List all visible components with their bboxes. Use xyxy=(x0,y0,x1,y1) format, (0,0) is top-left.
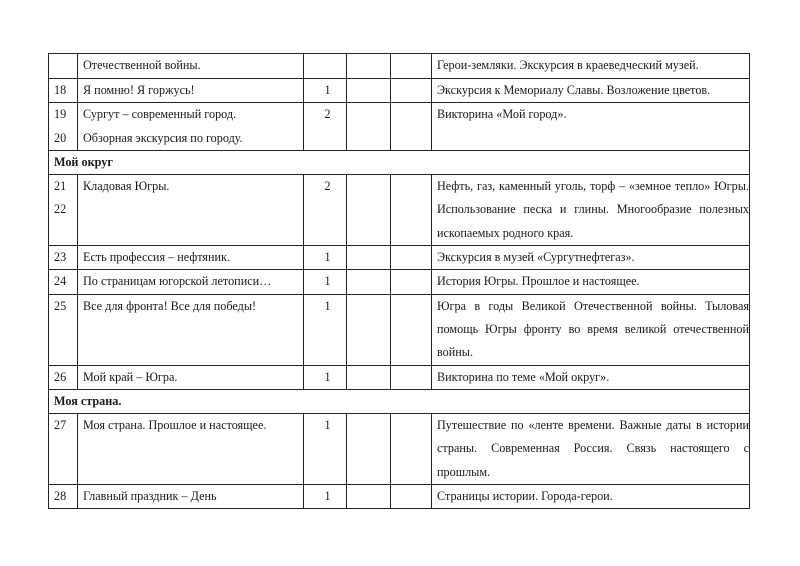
hours-cell: 1 xyxy=(304,79,347,103)
empty-cell xyxy=(391,54,432,79)
topic-cell xyxy=(78,485,304,509)
description-cell: Экскурсия к Мемориалу Славы. Возложение цветов. xyxy=(432,79,750,103)
empty-cell xyxy=(391,365,432,389)
lesson-number-cell xyxy=(49,414,78,485)
topic-text: Мой край – Югра. xyxy=(83,369,178,384)
empty-cell xyxy=(347,246,391,270)
table-row xyxy=(49,103,750,151)
empty-cell xyxy=(347,54,391,79)
description-cell: Путешествие по «ленте времени. Важные даты в истории страны. Современная Россия. Связь настоящего с прошлым. xyxy=(432,414,750,485)
description-cell: Герои-земляки. Экскурсия в краеведческий музей. xyxy=(432,54,750,79)
table-row xyxy=(49,365,750,389)
topic-text: Сургут – современный город. xyxy=(83,107,237,122)
description-cell: Викторина по теме «Мой округ». xyxy=(432,365,750,389)
lesson-number: 25 xyxy=(54,298,67,313)
empty-cell xyxy=(347,79,391,103)
topic-cell xyxy=(78,294,304,365)
empty-cell xyxy=(347,485,391,509)
topic-cell xyxy=(78,246,304,270)
lesson-number: 21 xyxy=(54,179,67,194)
table-row xyxy=(49,175,750,246)
description-cell: Югра в годы Великой Отечественной войны. Тыловая помощь Югры фронту во время великой отечественной войны. xyxy=(432,294,750,365)
empty-cell xyxy=(391,246,432,270)
topic-text: Я помню! Я горжусь! xyxy=(83,83,195,97)
table-row xyxy=(49,414,750,485)
empty-cell xyxy=(391,485,432,509)
empty-cell xyxy=(347,414,391,485)
lesson-number: 20 xyxy=(54,130,67,145)
lesson-number: 24 xyxy=(54,274,67,289)
table-row xyxy=(49,246,750,270)
empty-cell xyxy=(347,175,391,246)
section-header-row xyxy=(49,389,750,413)
hours-cell: 2 xyxy=(304,103,347,151)
lesson-number-cell xyxy=(49,79,78,103)
lesson-number-cell xyxy=(49,294,78,365)
description-cell: Нефть, газ, каменный уголь, торф – «земное тепло» Югры. Использование песка и глины. Многообразие полезных ископаемых родного края. xyxy=(432,175,750,246)
topic-text: Обзорная экскурсия по городу. xyxy=(83,130,243,145)
lesson-number: 28 xyxy=(54,489,67,504)
table-row xyxy=(49,79,750,103)
description-cell: Страницы истории. Города-герои. xyxy=(432,485,750,509)
topic-cell xyxy=(78,79,304,103)
topic-text: Кладовая Югры. xyxy=(83,179,170,194)
topic-cell xyxy=(78,414,304,485)
topic-cell xyxy=(78,365,304,389)
lesson-number-cell xyxy=(49,175,78,246)
empty-cell xyxy=(347,365,391,389)
table-row xyxy=(49,485,750,509)
topic-text: Есть профессия – нефтяник. xyxy=(83,250,231,265)
topic-text: Все для фронта! Все для победы! xyxy=(83,298,257,313)
topic-text: Моя страна. Прошлое и настоящее. xyxy=(83,418,267,433)
topic-cell xyxy=(78,103,304,151)
lesson-number-cell xyxy=(49,54,78,79)
table-row xyxy=(49,54,750,79)
hours-cell: 1 xyxy=(304,294,347,365)
empty-cell xyxy=(347,270,391,294)
section-header-row xyxy=(49,150,750,174)
table-row xyxy=(49,270,750,294)
table-body xyxy=(49,54,750,509)
description-cell: Викторина «Мой город». xyxy=(432,103,750,151)
empty-cell xyxy=(391,414,432,485)
empty-cell xyxy=(391,294,432,365)
hours-cell: 1 xyxy=(304,414,347,485)
topic-text: Отечественной войны. xyxy=(83,58,201,72)
empty-cell xyxy=(347,103,391,151)
topic-cell xyxy=(78,54,304,79)
lesson-number: 22 xyxy=(54,202,67,217)
empty-cell xyxy=(391,103,432,151)
section-title: Мой округ xyxy=(49,150,750,174)
description-cell: Экскурсия в музей «Сургутнефтегаз». xyxy=(432,246,750,270)
lesson-number: 18 xyxy=(54,83,67,97)
lesson-number-cell xyxy=(49,485,78,509)
empty-cell xyxy=(347,294,391,365)
lesson-number-cell xyxy=(49,365,78,389)
description-cell: История Югры. Прошлое и настоящее. xyxy=(432,270,750,294)
hours-cell: 1 xyxy=(304,485,347,509)
lesson-number: 26 xyxy=(54,369,67,384)
empty-cell xyxy=(391,175,432,246)
section-title: Моя страна. xyxy=(49,389,750,413)
hours-cell: 1 xyxy=(304,270,347,294)
topic-text: Главный праздник – День xyxy=(83,489,217,504)
empty-cell xyxy=(391,79,432,103)
lesson-number-cell xyxy=(49,246,78,270)
lesson-number: 19 xyxy=(54,107,67,122)
lesson-number-cell xyxy=(49,103,78,151)
lesson-number: 23 xyxy=(54,250,67,265)
lesson-plan-table xyxy=(48,53,750,509)
topic-cell xyxy=(78,270,304,294)
hours-cell: 1 xyxy=(304,246,347,270)
topic-text: По страницам югорской летописи… xyxy=(83,274,272,289)
topic-cell xyxy=(78,175,304,246)
table-row xyxy=(49,294,750,365)
hours-cell xyxy=(304,54,347,79)
lesson-number: 27 xyxy=(54,418,67,433)
lesson-number-cell xyxy=(49,270,78,294)
hours-cell: 1 xyxy=(304,365,347,389)
empty-cell xyxy=(391,270,432,294)
hours-cell: 2 xyxy=(304,175,347,246)
